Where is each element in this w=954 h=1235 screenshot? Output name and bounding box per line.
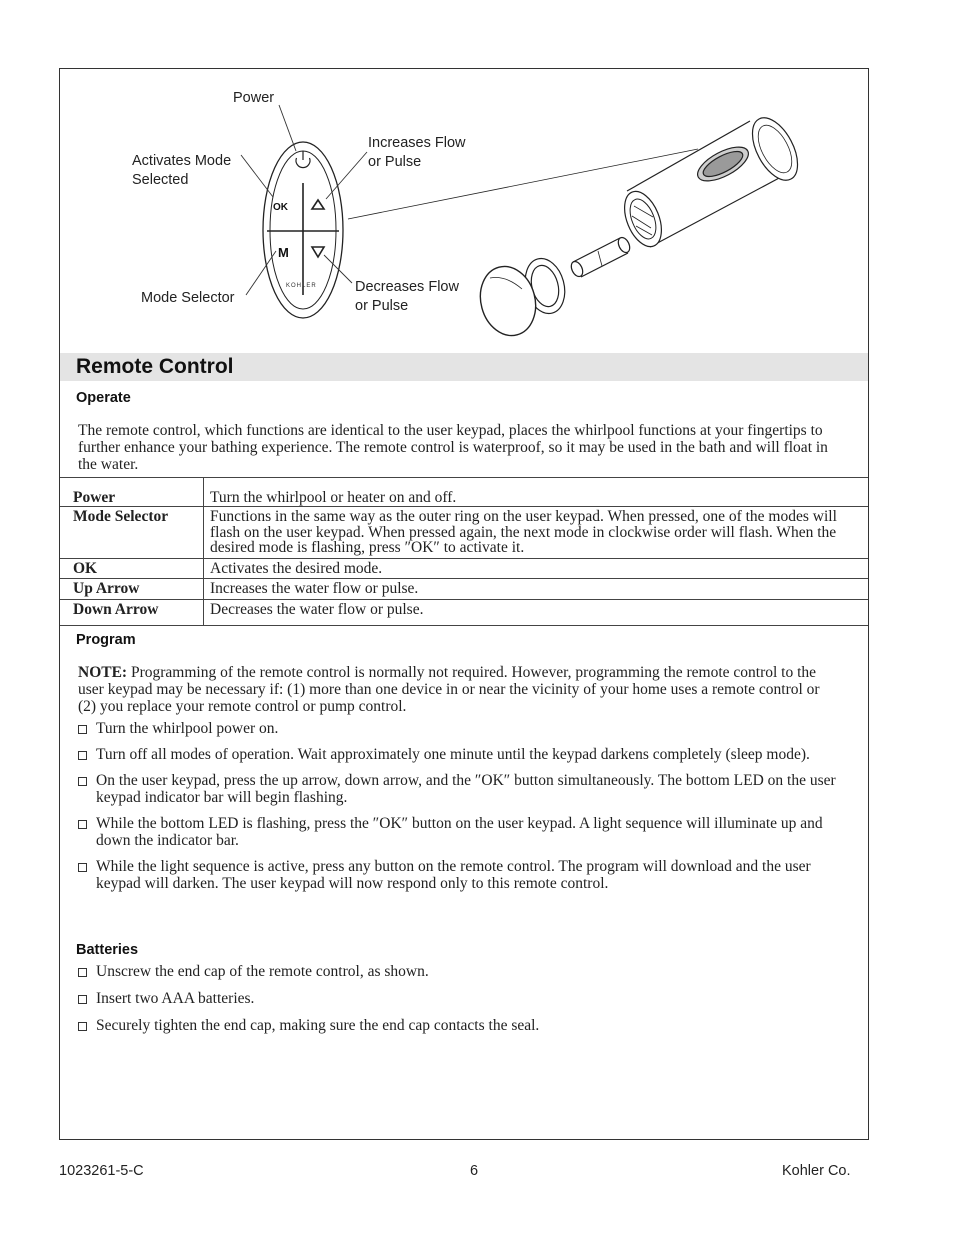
list-item-text: On the user keypad, press the up arrow, down arrow, and the ″OK″ button simultaneously. The bottom LED on the user keypad indicator bar will begin flashing. (96, 772, 836, 806)
list-item-text: Turn off all modes of operation. Wait approximately one minute until the keypad darkens completely (sleep mode). (96, 746, 810, 763)
program-heading: Program (76, 632, 136, 648)
mode-button-label: M (278, 245, 289, 260)
section-header-bar (60, 353, 868, 381)
checkbox-bullet-icon (78, 1022, 87, 1031)
footer-page-number: 6 (470, 1163, 479, 1179)
battery-steps (76, 963, 846, 1034)
operate-intro: The remote control, which functions are identical to the user keypad, places the whirlpool functions at your fingertips to further enhance your bathing experience. The remote control is waterproof, so it may be used in the bath and will float in the water. (78, 422, 828, 473)
callout-power: Power (233, 90, 275, 106)
table-key: OK (60, 558, 204, 579)
remote-control-diagram (60, 69, 868, 353)
table-key: Up Arrow (60, 579, 204, 600)
table-row (60, 558, 868, 579)
table-key: Power (60, 478, 204, 507)
table-value: Turn the whirlpool or heater on and off. (204, 478, 869, 507)
checkbox-bullet-icon (78, 995, 87, 1004)
callout-activates-mode (132, 152, 231, 190)
list-item (76, 858, 846, 892)
list-item (76, 720, 846, 737)
list-item-text: While the bottom LED is flashing, press the ″OK″ button on the user keypad. A light sequence will illuminate up and down the indicator bar. (96, 815, 823, 849)
table-key: Mode Selector (60, 507, 204, 559)
table-value: Functions in the same way as the outer ring on the user keypad. When pressed, one of the modes will flash on the user keypad. When pressed again, the next mode in clockwise order will flash. When the desired mode is flashing, press ″OK″ to activate it. (204, 507, 869, 559)
list-item (76, 746, 846, 763)
table-row (60, 599, 868, 625)
brand-logo: KOHLER (286, 283, 317, 289)
list-item-text: Securely tighten the end cap, making sure the end cap contacts the seal. (96, 1017, 540, 1034)
table-row (60, 507, 868, 559)
callout-activates-mode-line2: Selected (132, 172, 189, 188)
list-item (76, 815, 846, 849)
batteries-heading: Batteries (76, 942, 139, 958)
checkbox-bullet-icon (78, 777, 87, 786)
callout-increases-line2: or Pulse (368, 154, 422, 170)
checkbox-bullet-icon (78, 863, 87, 872)
callout-mode-selector: Mode Selector (141, 290, 235, 306)
footer-company: Kohler Co. (782, 1163, 851, 1179)
callout-decreases-line1: Decreases Flow (355, 279, 459, 295)
checkbox-bullet-icon (78, 820, 87, 829)
table-key: Down Arrow (60, 599, 204, 625)
callout-leaders (241, 105, 367, 295)
program-note (78, 664, 838, 715)
remote-illustration (60, 69, 868, 353)
note-label: NOTE: (78, 664, 128, 681)
list-item (76, 1017, 846, 1034)
list-item-text: While the light sequence is active, press any button on the remote control. The program will download and the user keypad will darken. The user keypad will now respond only to this remote control. (96, 858, 811, 892)
list-item (76, 772, 846, 806)
callout-increases (368, 134, 466, 172)
list-item (76, 990, 846, 1007)
section-title: Remote Control (76, 355, 234, 378)
table-row (60, 478, 868, 507)
functions-table (60, 477, 868, 626)
page-frame (59, 68, 869, 1140)
operate-heading: Operate (76, 390, 131, 406)
callout-decreases-line2: or Pulse (355, 298, 409, 314)
note-text: Programming of the remote control is normally not required. However, programming the remote control to the user keypad may be necessary if: (1) more than one device in or near the vicinity of your home uses a remote control or (2) you replace your remote control or pump control. (78, 664, 820, 715)
table-value: Activates the desired mode. (204, 558, 869, 579)
list-item-text: Unscrew the end cap of the remote control, as shown. (96, 963, 429, 980)
footer-doc-number: 1023261-5-C (59, 1163, 144, 1179)
checkbox-bullet-icon (78, 968, 87, 977)
callout-increases-line1: Increases Flow (368, 135, 466, 151)
ok-button-label: OK (273, 202, 288, 213)
callout-activates-mode-line1: Activates Mode (132, 153, 232, 169)
list-item-text: Insert two AAA batteries. (96, 990, 255, 1007)
table-value: Decreases the water flow or pulse. (204, 599, 869, 625)
list-item-text: Turn the whirlpool power on. (96, 720, 279, 737)
table-row (60, 579, 868, 600)
program-steps (76, 720, 846, 892)
remote-face (263, 142, 343, 318)
list-item (76, 963, 846, 980)
table-value: Increases the water flow or pulse. (204, 579, 869, 600)
checkbox-bullet-icon (78, 725, 87, 734)
checkbox-bullet-icon (78, 751, 87, 760)
callout-decreases (355, 278, 459, 316)
